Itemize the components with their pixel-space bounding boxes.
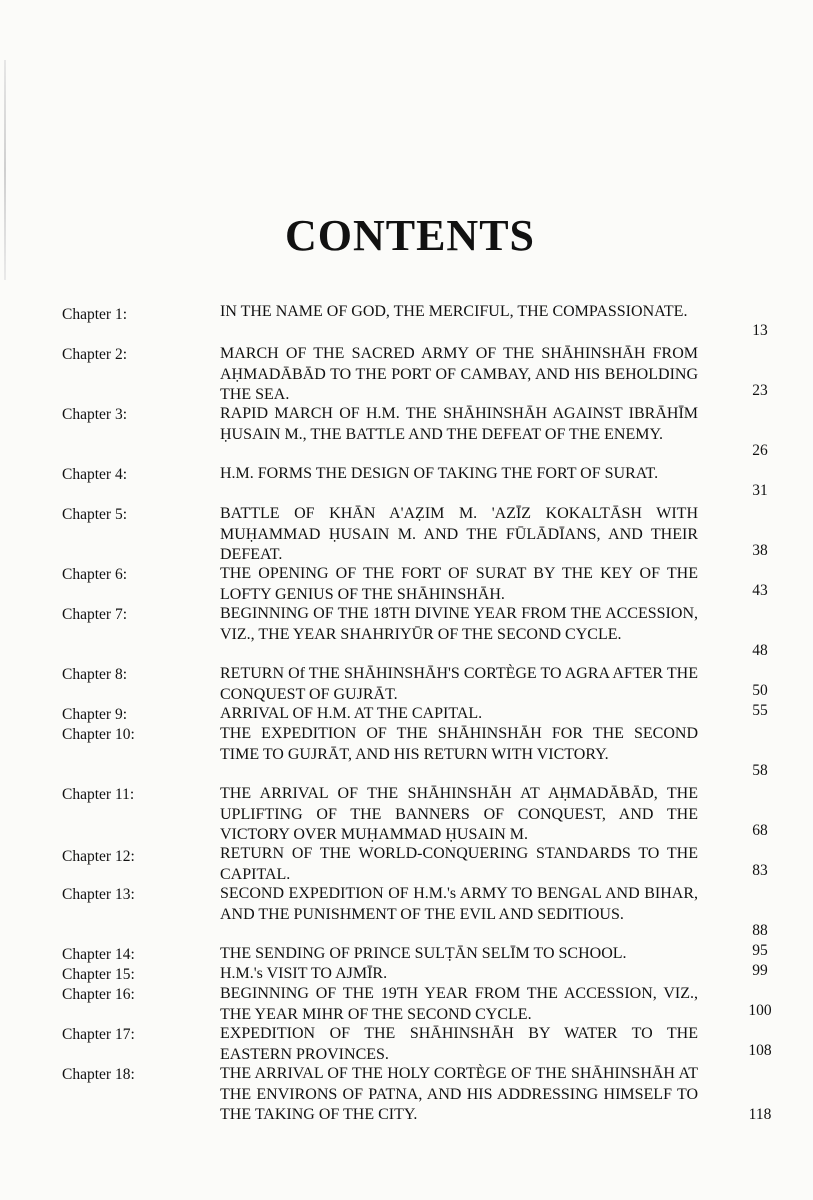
page-number: 48 — [752, 642, 768, 659]
page-number: 26 — [752, 442, 768, 459]
chapter-label: Chapter 6: — [62, 566, 127, 583]
chapter-label: Chapter 11: — [62, 786, 135, 803]
chapter-label: Chapter 12: — [62, 848, 135, 865]
chapter-title: RETURN Of THE SHĀHINSHĀH'S CORTÈGE TO AGRA AFTER THE CONQUEST OF GUJRĀT. — [220, 665, 698, 703]
chapter-title: H.M.'s VISIT TO AJMĪR. — [220, 965, 388, 982]
chapter-label: Chapter 18: — [62, 1066, 135, 1083]
chapter-label: Chapter 7: — [62, 606, 127, 623]
chapter-title: H.M. FORMS THE DESIGN OF TAKING THE FORT OF SURAT. — [220, 465, 659, 482]
chapter-label: Chapter 4: — [62, 466, 127, 483]
chapter-label: Chapter 9: — [62, 706, 127, 723]
page-number: 68 — [752, 822, 768, 839]
page-number: 31 — [752, 482, 768, 499]
chapter-title: IN THE NAME OF GOD, THE MERCIFUL, THE COMPASSIONATE. — [220, 303, 688, 320]
chapter-label: Chapter 14: — [62, 946, 135, 963]
chapter-title: EXPEDITION OF THE SHĀHINSHĀH BY WATER TO THE EASTERN PROVINCES. — [220, 1025, 698, 1063]
page-number: 118 — [748, 1106, 772, 1123]
chapter-title: SECOND EXPEDITION OF H.M.'s ARMY TO BENGAL AND BIHAR, AND THE PUNISHMENT OF THE EVIL AND SEDITIOUS. — [220, 885, 698, 923]
chapter-title: THE OPENING OF THE FORT OF SURAT BY THE KEY OF THE LOFTY GENIUS OF THE SHĀHINSHĀH. — [220, 565, 698, 603]
chapter-label: Chapter 8: — [62, 666, 127, 683]
chapter-title: BATTLE OF KHĀN A'AẒIM M. 'AZĪZ KOKALTĀSH WITH MUḤAMMAD ḤUSAIN M. AND THE FŪLĀDĪANS, AND THEIR DEFEAT. — [220, 505, 698, 563]
chapter-title: BEGINNING OF THE 18TH DIVINE YEAR FROM THE ACCESSION, VIZ., THE YEAR SHAHRIYŪR OF THE SECOND CYCLE. — [220, 605, 698, 643]
chapter-title: THE ARRIVAL OF THE SHĀHINSHĀH AT AḤMADĀBĀD, THE UPLIFTING OF THE BANNERS OF CONQUEST, AND THE VICTORY OVER MUḤAMMAD ḤUSAIN M. — [220, 785, 698, 843]
page-number: 99 — [752, 962, 768, 979]
page-number: 50 — [752, 682, 768, 699]
page-number: 88 — [752, 922, 768, 939]
chapter-title: ARRIVAL OF H.M. AT THE CAPITAL. — [220, 705, 483, 722]
chapter-label: Chapter 16: — [62, 986, 135, 1003]
chapter-label: Chapter 13: — [62, 886, 135, 903]
chapter-label: Chapter 10: — [62, 726, 135, 743]
page-number: 38 — [752, 542, 768, 559]
page-title: CONTENTS — [284, 211, 536, 260]
chapter-label: Chapter 3: — [62, 406, 127, 423]
page-number: 108 — [748, 1042, 772, 1059]
chapter-label: Chapter 15: — [62, 966, 135, 983]
contents-list — [0, 300, 813, 1160]
chapter-title: MARCH OF THE SACRED ARMY OF THE SHĀHINSHĀH FROM AḤMADĀBĀD TO THE PORT OF CAMBAY, AND HIS BEHOLDING THE SEA. — [220, 345, 698, 403]
page-number: 55 — [752, 702, 768, 719]
page-number: 43 — [752, 582, 768, 599]
chapter-label: Chapter 5: — [62, 506, 127, 523]
chapter-label: Chapter 2: — [62, 346, 127, 363]
chapter-label: Chapter 17: — [62, 1026, 135, 1043]
page-number: 100 — [748, 1002, 772, 1019]
page-number: 13 — [752, 322, 768, 339]
chapter-title: THE ARRIVAL OF THE HOLY CORTÈGE OF THE SHĀHINSHĀH AT THE ENVIRONS OF PATNA, AND HIS ADDRESSING HIMSELF TO THE TAKING OF THE CITY. — [220, 1065, 698, 1123]
page-number: 83 — [752, 862, 768, 879]
page-number: 58 — [752, 762, 768, 779]
chapter-label: Chapter 1: — [62, 306, 127, 323]
page-number: 95 — [752, 942, 768, 959]
chapter-title: THE EXPEDITION OF THE SHĀHINSHĀH FOR THE SECOND TIME TO GUJRĀT, AND HIS RETURN WITH VICTORY. — [220, 725, 698, 763]
page-number: 23 — [752, 382, 768, 399]
chapter-title: RAPID MARCH OF H.M. THE SHĀHINSHĀH AGAINST IBRĀHĪM ḤUSAIN M., THE BATTLE AND THE DEFEAT OF THE ENEMY. — [220, 405, 698, 443]
chapter-title: THE SENDING OF PRINCE SULṬĀN SELĪM TO SCHOOL. — [220, 945, 627, 962]
chapter-title: RETURN OF THE WORLD-CONQUERING STANDARDS TO THE CAPITAL. — [220, 845, 698, 883]
chapter-title: BEGINNING OF THE 19TH YEAR FROM THE ACCESSION, VIZ., THE YEAR MIHR OF THE SECOND CYCLE. — [220, 985, 698, 1023]
